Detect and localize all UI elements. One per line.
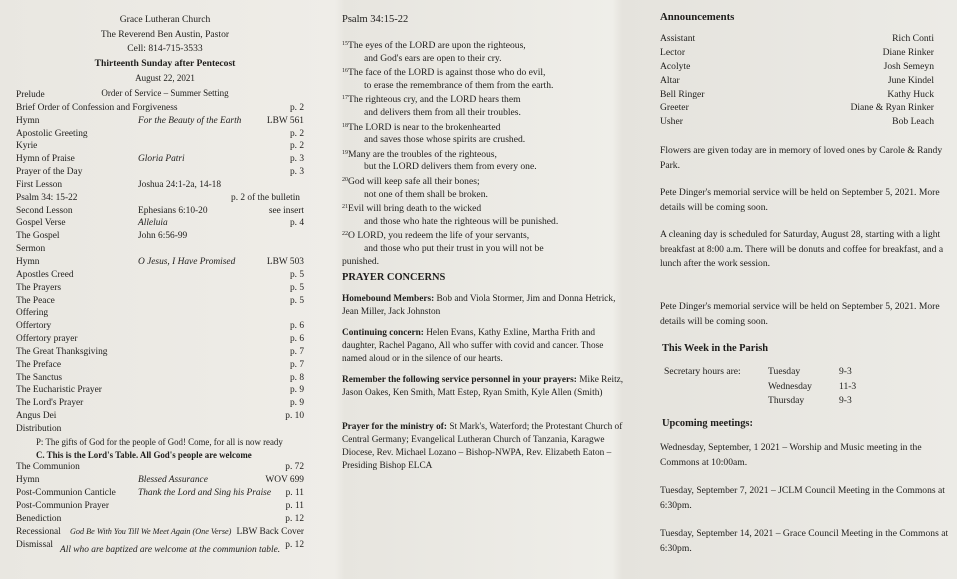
service-item-name: The Prayers xyxy=(16,282,62,293)
service-item-name: The Eucharistic Prayer xyxy=(16,385,102,396)
service-item-detail: O Jesus, I Have Promised xyxy=(138,256,236,267)
psalm-line xyxy=(342,80,622,93)
service-item xyxy=(16,410,316,423)
service-role-row xyxy=(660,115,934,129)
service-role-row xyxy=(660,74,934,88)
service-item-name: The Gospel xyxy=(16,231,60,242)
service-item xyxy=(16,282,316,295)
role-title: Bell Ringer xyxy=(660,88,705,100)
sunday-name: Thirteenth Sunday after Pentecost xyxy=(94,57,236,69)
service-item xyxy=(16,384,316,397)
service-item-page: p. 6 xyxy=(289,321,304,332)
service-item-detail: Blessed Assurance xyxy=(138,475,208,486)
psalm-line-text: The righteous cry, and the LORD hears them xyxy=(348,94,521,106)
pastor-cell: Cell: 814-715-3533 xyxy=(127,43,203,54)
role-person: Diane & Ryan Rinker xyxy=(850,102,934,114)
hours-day: Thursday xyxy=(768,395,805,406)
service-item-detail: God Be With You Till We Meet Again (One Verse) xyxy=(70,526,232,536)
psalm-line xyxy=(342,189,622,202)
service-item xyxy=(16,359,316,372)
service-item xyxy=(16,230,316,243)
psalm-line xyxy=(342,107,622,120)
psalm-line-text: and delivers them from all their troubles. xyxy=(364,106,521,118)
service-item xyxy=(16,217,316,230)
service-item xyxy=(16,423,316,436)
service-item-page: p. 4 xyxy=(289,218,304,229)
flowers-note: Flowers are given today are in memory of loved ones by Carole & Randy Park. xyxy=(660,145,943,171)
service-item xyxy=(16,307,316,320)
role-title: Assistant xyxy=(660,33,696,44)
service-item-name: Distribution xyxy=(16,423,62,434)
order-of-service-column xyxy=(0,0,320,579)
verse-number: 20 xyxy=(342,176,348,183)
service-roles xyxy=(660,32,934,129)
service-item-name: Angus Dei xyxy=(16,411,57,422)
psalm-text xyxy=(342,38,622,268)
service-item xyxy=(16,243,316,256)
service-item-name: Gospel Verse xyxy=(16,218,66,229)
distribution-p-line: P: The gifts of God for the people of God! Come, for all is now ready xyxy=(36,436,283,447)
order-title: Order of Service – Summer Setting xyxy=(101,87,229,98)
verse-number: 19 xyxy=(342,149,348,156)
service-item xyxy=(16,115,316,128)
service-item xyxy=(16,89,316,102)
hours-day: Tuesday xyxy=(768,366,801,377)
homebound-members: Homebound Members: Bob and Viola Stormer, Jim and Donna Hetrick, Jean Miller, Jack Johnston xyxy=(342,294,616,317)
service-item xyxy=(16,140,316,153)
role-person: Rich Conti xyxy=(892,33,934,44)
service-item-name: Psalm 34: 15-22 xyxy=(16,192,78,203)
role-title: Usher xyxy=(660,116,683,128)
role-title: Altar xyxy=(660,74,680,86)
role-person: Bob Leach xyxy=(892,116,934,128)
service-item-page: p. 8 xyxy=(289,372,304,383)
service-item-page: LBW Back Cover xyxy=(236,526,304,537)
service-item-name: The Lord's Prayer xyxy=(16,398,84,409)
service-item xyxy=(16,205,316,218)
service-item-page: p. 2 xyxy=(289,128,304,139)
psalm-line-text: and saves those whose spirits are crushed. xyxy=(364,134,526,146)
service-item-page: p. 5 xyxy=(289,295,304,306)
service-item xyxy=(16,256,316,269)
service-item xyxy=(16,526,316,539)
service-item-name: Second Lesson xyxy=(16,205,73,216)
psalm-line xyxy=(342,174,622,189)
service-item-name: Kyrie xyxy=(16,141,38,152)
service-item-page: see insert xyxy=(268,205,304,216)
psalm-line xyxy=(342,147,622,162)
hours-time: 9-3 xyxy=(839,366,852,377)
secretary-hours-row xyxy=(664,380,864,395)
service-item-page: p. 2 xyxy=(289,102,304,113)
announcements-title: Announcements xyxy=(660,11,735,23)
order-of-service xyxy=(16,89,316,551)
memorial-note-2: Pete Dinger's memorial service will be held on September 5, 2021. More details will be coming soon. xyxy=(660,301,940,327)
service-item xyxy=(16,128,316,141)
hours-time: 11-3 xyxy=(839,380,857,392)
verse-number: 18 xyxy=(342,122,348,129)
role-title: Lector xyxy=(660,46,686,58)
verse-number: 22 xyxy=(342,231,348,238)
church-name: Grace Lutheran Church xyxy=(119,14,211,25)
service-item-page: p. 7 xyxy=(289,346,304,357)
service-item xyxy=(16,320,316,333)
hours-time: 9-3 xyxy=(839,395,852,406)
service-item-name: Prayer of the Day xyxy=(16,167,83,178)
meeting-item: Wednesday, September, 1 2021 – Worship and Music meeting in the Commons at 10:00am. xyxy=(660,442,922,468)
secretary-hours-label: Secretary hours are: xyxy=(664,366,741,377)
prayer-concerns-title: PRAYER CONCERNS xyxy=(342,272,446,283)
announcements-column xyxy=(650,0,957,579)
communion-footer-note: All who are baptized are welcome at the communion table. xyxy=(60,545,281,555)
meeting-item: Tuesday, September 7, 2021 – JCLM Council Meeting in the Commons at 6:30pm. xyxy=(660,485,945,511)
service-item-detail: Gloria Patri xyxy=(138,154,185,165)
service-item xyxy=(16,192,316,205)
service-item-page: LBW 561 xyxy=(266,115,304,126)
service-item-detail: Ephesians 6:10-20 xyxy=(138,205,208,216)
verse-number: 21 xyxy=(342,204,348,211)
cleaning-day-note: A cleaning day is scheduled for Saturday, August 28, starting with a light breakfast at 8:00 a.m. There will be donuts and coffee for breakfast, and a lunch after the work session. xyxy=(660,229,944,269)
service-item xyxy=(16,333,316,346)
role-person: Diane Rinker xyxy=(882,46,934,58)
verse-number: 17 xyxy=(342,95,348,102)
psalm-line xyxy=(342,201,622,216)
service-item-name: Brief Order of Confession and Forgiveness xyxy=(16,102,178,113)
psalm-line xyxy=(342,256,622,269)
psalm-line xyxy=(342,92,622,107)
service-item-name: Benediction xyxy=(16,513,62,524)
service-item-name: Post-Communion Canticle xyxy=(16,488,116,499)
service-item-name: Dismissal xyxy=(16,539,53,550)
service-item-name: Recessional xyxy=(16,526,61,537)
role-person: June Kindel xyxy=(887,74,934,86)
psalm-line xyxy=(342,216,622,229)
psalm-line xyxy=(342,161,622,174)
psalm-line-text: O LORD, you redeem the life of your servants, xyxy=(348,230,530,242)
service-item-name: The Great Thanksgiving xyxy=(16,346,108,357)
service-item-page: p. 3 xyxy=(289,167,304,178)
service-item xyxy=(16,372,316,385)
bulletin-header xyxy=(10,13,320,100)
psalm-line-text: God will keep safe all their bones; xyxy=(348,175,480,187)
service-item-name: Sermon xyxy=(16,244,46,255)
service-item-name: The Communion xyxy=(16,462,80,473)
memorial-note-1: Pete Dinger's memorial service will be held on September 5, 2021. More details will be coming soon. xyxy=(660,187,940,213)
service-item-page: p. 5 xyxy=(289,269,304,280)
service-item-page: p. 11 xyxy=(285,488,304,499)
psalm-line-text: and God's ears are open to their cry. xyxy=(364,52,502,64)
service-item-name: The Peace xyxy=(16,295,55,306)
psalm-line-text: Many are the troubles of the righteous, xyxy=(348,148,497,160)
psalm-line xyxy=(342,243,622,256)
service-item xyxy=(16,179,316,192)
service-item xyxy=(16,269,316,282)
verse-number: 15 xyxy=(342,41,348,47)
service-item-detail: For the Beauty of the Earth xyxy=(138,115,242,126)
psalm-line-text: The face of the LORD is against those who do evil, xyxy=(348,67,546,79)
service-item xyxy=(16,166,316,179)
hours-day: Wednesday xyxy=(768,380,812,392)
service-role-row xyxy=(660,88,934,102)
role-person: Kathy Huck xyxy=(887,88,934,100)
service-item xyxy=(16,500,316,513)
role-title: Greeter xyxy=(660,102,689,114)
psalm-line-text: punished. xyxy=(342,255,380,267)
role-person: Josh Semeyn xyxy=(883,60,934,72)
service-item-page: p. 72 xyxy=(285,462,304,473)
service-item-name: The Sanctus xyxy=(16,372,63,383)
service-date: August 22, 2021 xyxy=(135,73,195,83)
meeting-item: Tuesday, September 14, 2021 – Grace Council Meeting in the Commons at 6:30pm. xyxy=(660,528,949,554)
service-role-row xyxy=(660,60,934,74)
service-role-row xyxy=(660,32,934,46)
psalm-line xyxy=(342,38,622,53)
service-item-name: Post-Communion Prayer xyxy=(16,501,109,511)
distribution-c-line: C. This is the Lord's Table. All God's people are welcome xyxy=(36,449,252,460)
service-item-name: First Lesson xyxy=(16,179,63,190)
service-item-page: p. 3 xyxy=(289,154,304,165)
secretary-hours xyxy=(664,365,864,409)
service-item-name: Apostolic Greeting xyxy=(16,128,88,139)
service-item xyxy=(16,397,316,410)
service-item-detail: John 6:56-99 xyxy=(138,231,188,242)
verse-number: 16 xyxy=(342,68,348,75)
service-item xyxy=(16,513,316,526)
service-item xyxy=(16,153,316,166)
service-item-page: p. 5 xyxy=(289,282,304,293)
week-in-parish-title: This Week in the Parish xyxy=(662,343,769,354)
service-item-page: p. 2 of the bulletin xyxy=(231,192,300,203)
psalm-line xyxy=(342,134,622,147)
service-item xyxy=(16,487,316,500)
psalm-prayer-column xyxy=(330,0,630,579)
service-item xyxy=(16,102,316,115)
service-item-page: p. 12 xyxy=(285,513,304,524)
service-item-name: Apostles Creed xyxy=(16,269,74,280)
service-item-name: The Preface xyxy=(16,359,62,370)
service-item-detail: Thank the Lord and Sing his Praise xyxy=(138,488,271,499)
service-role-row xyxy=(660,46,934,60)
service-item-name: Offertory xyxy=(16,321,52,332)
psalm-line-text: not one of them shall be broken. xyxy=(364,188,488,200)
psalm-line-text: The LORD is near to the brokenhearted xyxy=(348,121,501,133)
psalm-line xyxy=(342,228,622,243)
service-item-detail: Alleluia xyxy=(138,218,168,229)
psalm-line xyxy=(342,120,622,135)
pastor-name: The Reverend Ben Austin, Pastor xyxy=(100,28,230,40)
service-item-name: Hymn xyxy=(16,115,40,126)
upcoming-meetings-title: Upcoming meetings: xyxy=(662,418,753,429)
psalm-line-text: and those who hate the righteous will be punished. xyxy=(364,215,559,227)
psalm-line-text: to erase the remembrance of them from the earth. xyxy=(364,79,554,91)
ministry-prayer: Prayer for the ministry of: St Mark's, Waterford; the Protestant Church of Central Germany; Evangelical Lutheran Church of Tanzania, Karagwe Diocese, Rev. Michael Lozano – Bishop-NWPA, Rev. Elizabeth Eaton – Presiding Bishop ELCA xyxy=(342,422,623,471)
service-item-page: p. 2 xyxy=(289,141,304,152)
service-item-name: Hymn xyxy=(16,475,40,486)
service-item-detail: Joshua 24:1-2a, 14-18 xyxy=(138,179,222,190)
service-item xyxy=(16,295,316,308)
secretary-hours-row xyxy=(664,394,864,409)
service-item xyxy=(16,461,316,474)
psalm-line xyxy=(342,53,622,66)
continuing-concern: Continuing concern: Helen Evans, Kathy Exline, Martha Frith and daughter, Rachel Pagano, All who suffer with covid and cancer. Those named aloud or in the silence of our hearts. xyxy=(342,328,604,364)
service-item-page: p. 7 xyxy=(289,359,304,370)
psalm-line xyxy=(342,65,622,80)
secretary-hours-row xyxy=(664,365,864,380)
psalm-line-text: but the LORD delivers them from every one. xyxy=(364,161,537,173)
service-item-name: Offertory prayer xyxy=(16,334,78,345)
role-title: Acolyte xyxy=(660,60,691,72)
service-item-page: p. 12 xyxy=(285,539,304,550)
service-item-page: p. 9 xyxy=(289,385,304,396)
service-item-page: p. 11 xyxy=(285,501,304,511)
service-item xyxy=(16,346,316,359)
service-item-page: p. 9 xyxy=(289,398,304,409)
service-item-name: Hymn of Praise xyxy=(16,154,75,165)
service-role-row xyxy=(660,101,934,115)
service-personnel: Remember the following service personnel in your prayers: Mike Reitz, Jason Oakes, Ken Smith, Matt Estep, Ryan Smith, Kyle Allen (Smith) xyxy=(342,375,624,398)
psalm-title: Psalm 34:15-22 xyxy=(342,14,409,25)
service-item-page: p. 10 xyxy=(285,411,304,422)
service-item-page: LBW 503 xyxy=(266,256,304,267)
service-item-page: p. 6 xyxy=(289,334,304,345)
service-item-name: Hymn xyxy=(16,256,40,267)
psalm-line-text: and those who put their trust in you will not be xyxy=(364,242,544,254)
service-item-name: Prelude xyxy=(16,90,45,100)
psalm-line-text: Evil will bring death to the wicked xyxy=(348,203,482,215)
service-item-name: Offering xyxy=(16,308,49,319)
psalm-line-text: The eyes of the LORD are upon the righteous, xyxy=(348,40,526,51)
service-item-page: WOV 699 xyxy=(265,475,304,486)
service-item xyxy=(16,474,316,487)
